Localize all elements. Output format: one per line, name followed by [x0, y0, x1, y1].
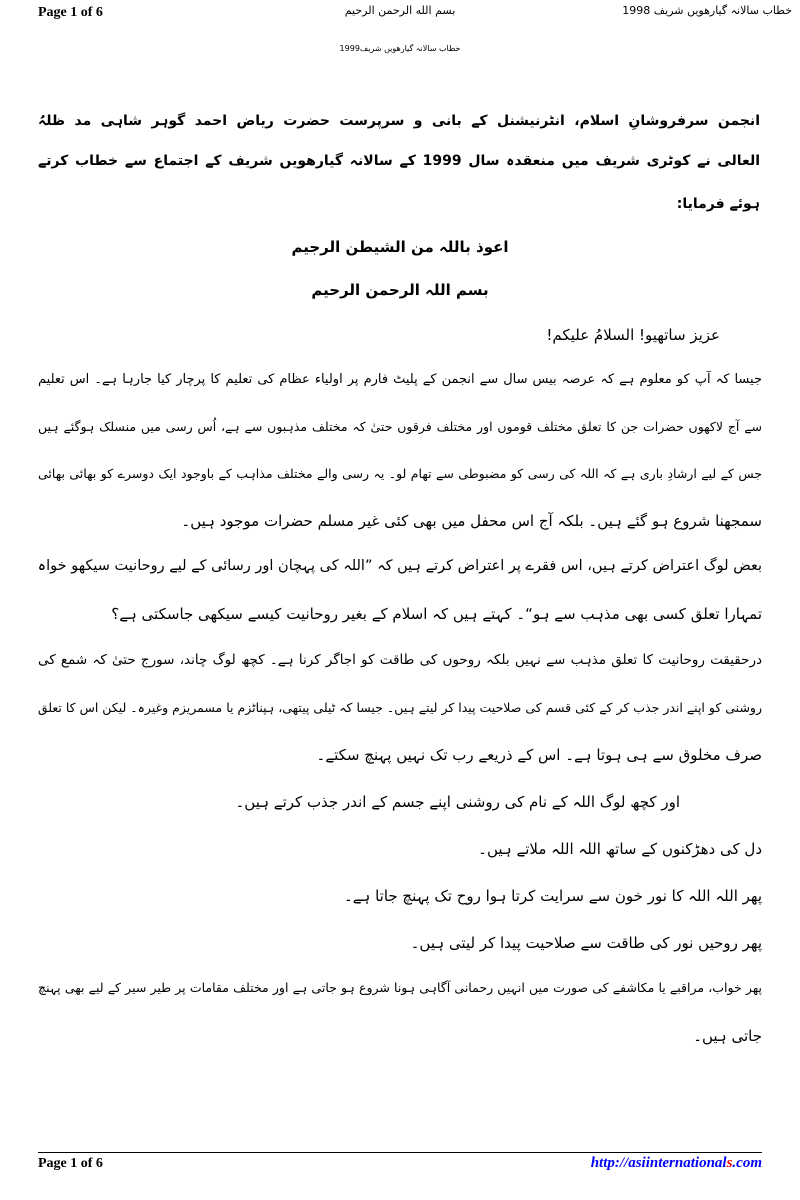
- paragraph-line: تمہارا تعلق کسی بھی مذہب سے ہو“۔ کہتے ہیں کہ اسلام کے بغیر روحانیت کیسے سیکھی جاسکتی ہے؟: [111, 605, 762, 623]
- paragraph-line: سے آج لاکھوں حضرات جن کا تعلق مختلف قوموں اور مختلف فرقوں حتیٰ کہ مختلف مذہبوں سے ہے، اُس رسی میں منسلک ہوگئے ہیں: [38, 419, 762, 434]
- intro-line: العالی نے کوٹری شریف میں منعقدہ سال 1999 کے سالانہ گیارھویں شریف کے اجتماع سے خطاب کرتے: [38, 153, 761, 169]
- header-bismillah: بسم الله الرحمن الرحیم: [344, 4, 456, 17]
- paragraph-line: اور کچھ لوگ اللہ کے نام کی روشنی اپنے جسم کے اندر جذب کرتے ہیں۔: [235, 793, 680, 811]
- page-title: خطاب سالانہ گیارھویں شریف1999: [339, 44, 461, 53]
- paragraph-line: صرف مخلوق سے ہی ہوتا ہے۔ اس کے ذریعے رب تک نہیں پہنچ سکتے۔: [316, 746, 762, 764]
- paragraph-line: دل کی دھڑکنوں کے ساتھ اللہ اللہ ملاتے ہیں۔: [478, 840, 762, 858]
- footer-divider: [38, 1152, 762, 1153]
- paragraph-line: جیسا کہ آپ کو معلوم ہے کہ عرصہ بیس سال سے انجمن کے پلیٹ فارم پر اولیاء عظام کی تعلیم کا پرچار کیا جارہا ہے۔ اس تعلیم: [38, 372, 762, 387]
- bismillah-verse: بسم اللہ الرحمن الرحیم: [311, 281, 489, 299]
- salutation: عزیز ساتھیو! السلامُ علیکم!: [546, 326, 720, 344]
- footer-website-link[interactable]: [591, 1155, 762, 1172]
- intro-line: ہوئے فرمایا:: [676, 196, 760, 212]
- paragraph-line: جاتی ہیں۔: [693, 1027, 762, 1045]
- paragraph-line: پھر روحیں نور کی طاقت سے صلاحیت پیدا کر لیتی ہیں۔: [410, 934, 762, 952]
- url-highlight: s: [726, 1155, 733, 1171]
- paragraph-line: روشنی کو اپنے اندر جذب کر کے کئی قسم کی صلاحیت پیدا کر لیتے ہیں۔ جیسا کہ ٹیلی پیتھی، ہپناٹزم یا مسمریزم وغیرہ۔ لیکن اس کا تعلق: [37, 700, 762, 715]
- footer-page-number: Page 1 of 6: [38, 1156, 103, 1171]
- url-main: http://asiinternational: [590, 1155, 727, 1171]
- url-tail: .com: [732, 1155, 762, 1171]
- header-page-number: Page 1 of 6: [38, 5, 103, 20]
- intro-line: انجمن سرفروشانِ اسلام، انٹرنیشنل کے بانی و سرپرست حضرت ریاض احمد گوہر شاہی مد ظلہُ: [38, 113, 760, 129]
- header-document-title: خطاب سالانہ گیارھویں شریف 1998: [622, 4, 792, 17]
- taawuz-verse: اعوذ باللہ من الشیطن الرجیم: [291, 238, 509, 256]
- paragraph-line: درحقیقت روحانیت کا تعلق مذہب سے نہیں بلکہ روحوں کی طاقت کو اجاگر کرنا ہے۔ کچھ لوگ چاند، سورج حتیٰ کہ شمع کی: [38, 652, 762, 668]
- paragraph-line: پھر اللہ اللہ کا نور خون سے سرایت کرتا ہوا روح تک پہنچ جاتا ہے۔: [343, 887, 762, 905]
- paragraph-line: پھر خواب، مراقبے یا مکاشفے کی صورت میں انہیں رحمانی آگاہی ہونا شروع ہو جاتی ہے اور مختلف مقامات پر طیر سیر کے لیے بھی پہنچ: [38, 980, 762, 995]
- paragraph-line: بعض لوگ اعتراض کرتے ہیں، اس فقرے پر اعتراض کرتے ہیں کہ ”اللہ کی پہچان اور رسائی کے لیے روحانیت سیکھو خواہ: [37, 558, 762, 574]
- paragraph-line: سمجھنا شروع ہو گئے ہیں۔ بلکہ آج اس محفل میں بھی کئی غیر مسلم حضرات موجود ہیں۔: [181, 512, 762, 530]
- paragraph-line: جس کے لیے ارشادِ باری ہے کہ اللہ کی رسی کو مضبوطی سے تھام لو۔ یہ رسی والے مختلف مذاہب کے باوجود ایک دوسرے کو بھائی بھائی: [38, 466, 762, 481]
